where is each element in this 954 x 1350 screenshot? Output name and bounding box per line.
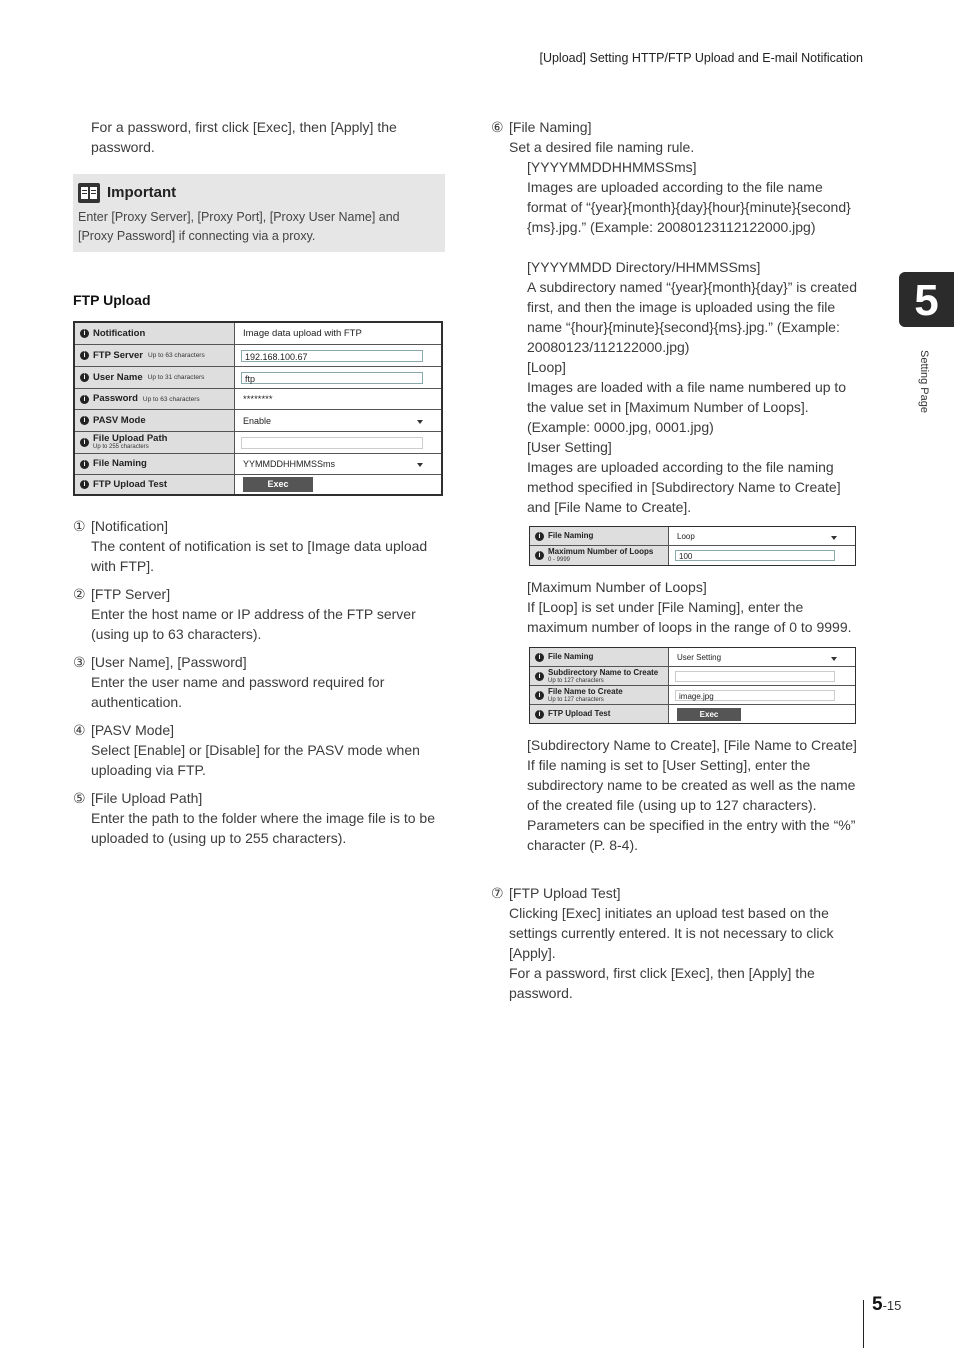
pasv-mode-select[interactable]: Enable bbox=[243, 416, 423, 426]
setting-row-file-naming: i File Naming YYMMDDHHMMSSms bbox=[75, 454, 441, 475]
page-number-rule bbox=[863, 1300, 864, 1348]
intro-paragraph: For a password, first click [Exec], then [Apply] the password. bbox=[91, 119, 397, 155]
setting-row-max-loops: i Maximum Number of Loops 0 - 9999 100 bbox=[530, 546, 855, 565]
info-icon: i bbox=[535, 672, 544, 681]
info-icon: i bbox=[535, 710, 544, 719]
chapter-side-label: Setting Page bbox=[918, 350, 930, 413]
list-item-file-naming: ⑥ [File Naming] Set a desired file naming rule. bbox=[491, 119, 695, 155]
subdirectory-description: [Subdirectory Name to Create], [File Name to Create] If file naming is set to [User Setting], enter the subdirectory name to be created as well as the name of the created file (using up to 127 characters). Parameters can be specified in the entry with the “%” character (P. 8-4). bbox=[527, 737, 857, 853]
chevron-down-icon bbox=[831, 657, 837, 661]
info-icon: i bbox=[80, 351, 89, 360]
important-text: Enter [Proxy Server], [Proxy Port], [Proxy User Name] and [Proxy Password] if connecting via a proxy. bbox=[78, 210, 400, 243]
naming-option-loop: [Loop] Images are loaded with a file name numbered up to the value set in [Maximum Number of Loops]. (Example: 0000.jpg, 0001.jpg) bbox=[527, 359, 847, 435]
list-item-notification: ① [Notification] The content of notification is set to [Image data upload with FTP]. bbox=[73, 518, 428, 574]
max-loops-description: [Maximum Number of Loops] If [Loop] is set under [File Naming], enter the maximum number of loops in the range of 0 to 9999. bbox=[527, 579, 852, 635]
setting-row-ftp-upload-test: i FTP Upload Test Exec bbox=[530, 705, 855, 723]
info-icon: i bbox=[535, 532, 544, 541]
page-number: 5-15 bbox=[872, 1294, 902, 1315]
running-header: [Upload] Setting HTTP/FTP Upload and E-mail Notification bbox=[539, 51, 863, 65]
info-icon: i bbox=[80, 480, 89, 489]
setting-row-notification: i Notification Image data upload with FTP bbox=[75, 323, 441, 345]
ftp-server-input[interactable]: 192.168.100.67 bbox=[241, 350, 423, 362]
chapter-tab: 5 bbox=[899, 272, 954, 327]
info-icon: i bbox=[80, 416, 89, 425]
info-icon: i bbox=[535, 691, 544, 700]
info-icon: i bbox=[80, 329, 89, 338]
file-naming-select[interactable]: User Setting bbox=[677, 653, 837, 662]
setting-row-ftp-upload-test: i FTP Upload Test Exec bbox=[75, 475, 441, 494]
info-icon: i bbox=[535, 551, 544, 560]
file-naming-select[interactable]: Loop bbox=[677, 532, 837, 541]
info-icon: i bbox=[80, 438, 89, 447]
list-item-pasv-mode: ④ [PASV Mode] Select [Enable] or [Disable] for the PASV mode when uploading via FTP. bbox=[73, 722, 420, 778]
list-item-user-name-password: ③ [User Name], [Password] Enter the user name and password required for authentication. bbox=[73, 654, 385, 710]
chevron-down-icon bbox=[831, 536, 837, 540]
exec-button[interactable]: Exec bbox=[243, 477, 313, 492]
setting-row-file-name: i File Name to Create Up to 127 characters image.jpg bbox=[530, 686, 855, 705]
important-book-icon bbox=[78, 183, 100, 203]
user-name-input[interactable]: ftp bbox=[241, 372, 423, 384]
important-title: Important bbox=[107, 184, 177, 201]
naming-option-yyyymmddhhmmssms: [YYYYMMDDHHMMSSms] Images are uploaded according to the file name format of “{year}{month}{day}{hour}{minute}{second}{ms}.jpg.” (Example: 20080123112122000.jpg) bbox=[527, 159, 851, 235]
setting-row-user-name: i User Name Up to 31 characters ftp bbox=[75, 367, 441, 389]
file-upload-path-input[interactable] bbox=[241, 437, 423, 449]
info-icon: i bbox=[535, 653, 544, 662]
list-item-file-upload-path: ⑤ [File Upload Path] Enter the path to the folder where the image file is to be uploaded to (using up to 255 characters). bbox=[73, 790, 435, 846]
password-input[interactable]: ******** bbox=[243, 393, 273, 405]
setting-row-password: i Password Up to 63 characters ******** bbox=[75, 389, 441, 410]
list-item-ftp-server: ② [FTP Server] Enter the host name or IP address of the FTP server (using up to 63 characters). bbox=[73, 586, 416, 642]
info-icon: i bbox=[80, 373, 89, 382]
chevron-down-icon bbox=[417, 463, 423, 467]
setting-row-pasv-mode: i PASV Mode Enable bbox=[75, 410, 441, 432]
user-setting-panel bbox=[529, 647, 856, 724]
max-loops-input[interactable]: 100 bbox=[675, 550, 835, 561]
exec-button[interactable]: Exec bbox=[677, 708, 741, 721]
ftp-upload-heading: FTP Upload bbox=[73, 292, 151, 308]
notification-value: Image data upload with FTP bbox=[243, 328, 362, 339]
loop-settings-panel bbox=[529, 526, 856, 566]
setting-row-file-upload-path: i File Upload Path Up to 255 characters bbox=[75, 432, 441, 454]
important-callout bbox=[73, 174, 445, 252]
setting-row-ftp-server: i FTP Server Up to 63 characters 192.168.100.67 bbox=[75, 345, 441, 367]
chevron-down-icon bbox=[417, 420, 423, 424]
info-icon: i bbox=[80, 395, 89, 404]
ftp-settings-panel bbox=[73, 321, 443, 496]
file-naming-select[interactable]: YYMMDDHHMMSSms bbox=[243, 459, 423, 469]
info-icon: i bbox=[80, 460, 89, 469]
naming-option-directory: [YYYYMMDD Directory/HHMMSSms] A subdirectory named “{year}{month}{day}” is created first, and then the image is uploaded using the file name “{hour}{minute}{second}{ms}.jpg.” (Example: 20080123/112122000.jpg) bbox=[527, 259, 857, 355]
naming-option-user-setting: [User Setting] Images are uploaded according to the file naming method specified in [Subdirectory Name to Create] and [File Name to Create]. bbox=[527, 439, 841, 515]
setting-row-subdirectory-name: i Subdirectory Name to Create Up to 127 characters bbox=[530, 667, 855, 686]
list-item-ftp-upload-test: ⑦ [FTP Upload Test] Clicking [Exec] initiates an upload test based on the settings currently entered. It is not necessary to click [Apply]. For a password, first click [Exec], then [Apply] the password. bbox=[491, 885, 834, 1001]
file-name-input[interactable]: image.jpg bbox=[675, 690, 835, 701]
setting-row-file-naming: i File Naming Loop bbox=[530, 527, 855, 546]
setting-row-file-naming: i File Naming User Setting bbox=[530, 648, 855, 667]
subdirectory-name-input[interactable] bbox=[675, 671, 835, 682]
